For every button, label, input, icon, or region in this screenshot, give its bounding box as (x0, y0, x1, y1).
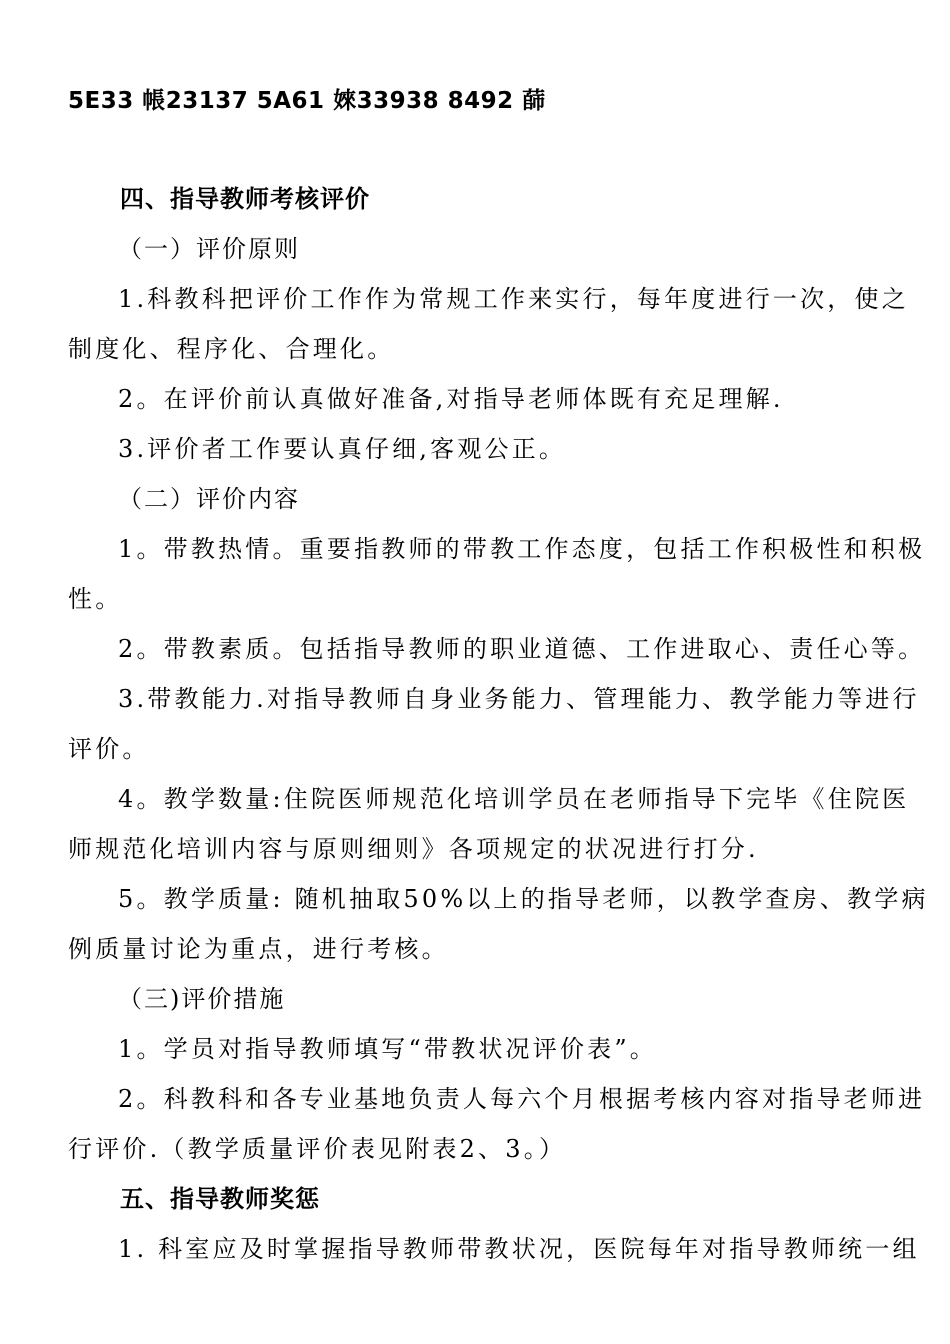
paragraph-line: 制度化、程序化、合理化。 (68, 335, 395, 363)
paragraph-line: 1。学员对指导教师填写“带教状况评价表”。 (118, 1035, 658, 1063)
paragraph-line: 4。教学数量:住院医师规范化培训学员在老师指导下完毕《住院医 (118, 785, 910, 813)
section-heading-4: 四、指导教师考核评价 (120, 185, 370, 213)
paragraph-line: 3.评价者工作要认真仔细,客观公正。 (118, 435, 567, 463)
paragraph-line: 行评价.（教学质量评价表见附表2、3。） (68, 1135, 567, 1163)
paragraph-line: 例质量讨论为重点，进行考核。 (68, 935, 449, 963)
paragraph-line: 师规范化培训内容与原则细则》各项规定的状况进行打分. (68, 835, 759, 863)
paragraph-line: 3.带教能力.对指导教师自身业务能力、管理能力、教学能力等进行 (118, 685, 920, 713)
paragraph-line: 1。带教热情。重要指教师的带教工作态度，包括工作积极性和积极 (118, 535, 926, 563)
section-heading-5: 五、指导教师奖惩 (120, 1185, 320, 1213)
paragraph-line: 2。在评价前认真做好准备,对指导老师体既有充足理解. (118, 385, 784, 413)
subheading-content: （二）评价内容 (118, 485, 300, 513)
paragraph-line: 1.科教科把评价工作作为常规工作来实行，每年度进行一次，使之 (118, 285, 909, 313)
header-code-line: 5E33 帳23137 5A61 婡33938 8492 蒒 (68, 88, 546, 114)
paragraph-line: 评价。 (68, 735, 150, 763)
paragraph-line: 2。科教科和各专业基地负责人每六个月根据考核内容对指导老师进 (118, 1085, 926, 1113)
paragraph-line: 1. 科室应及时掌握指导教师带教状况，医院每年对指导教师统一组 (118, 1235, 920, 1263)
subheading-measures: （三)评价措施 (118, 985, 286, 1013)
paragraph-line: 性。 (68, 585, 123, 613)
paragraph-line: 2。带教素质。包括指导教师的职业道德、工作进取心、责任心等。 (118, 635, 926, 663)
paragraph-line: 5。教学质量: 随机抽取50%以上的指导老师，以教学查房、教学病 (118, 885, 929, 913)
subheading-principles: （一）评价原则 (118, 235, 300, 263)
